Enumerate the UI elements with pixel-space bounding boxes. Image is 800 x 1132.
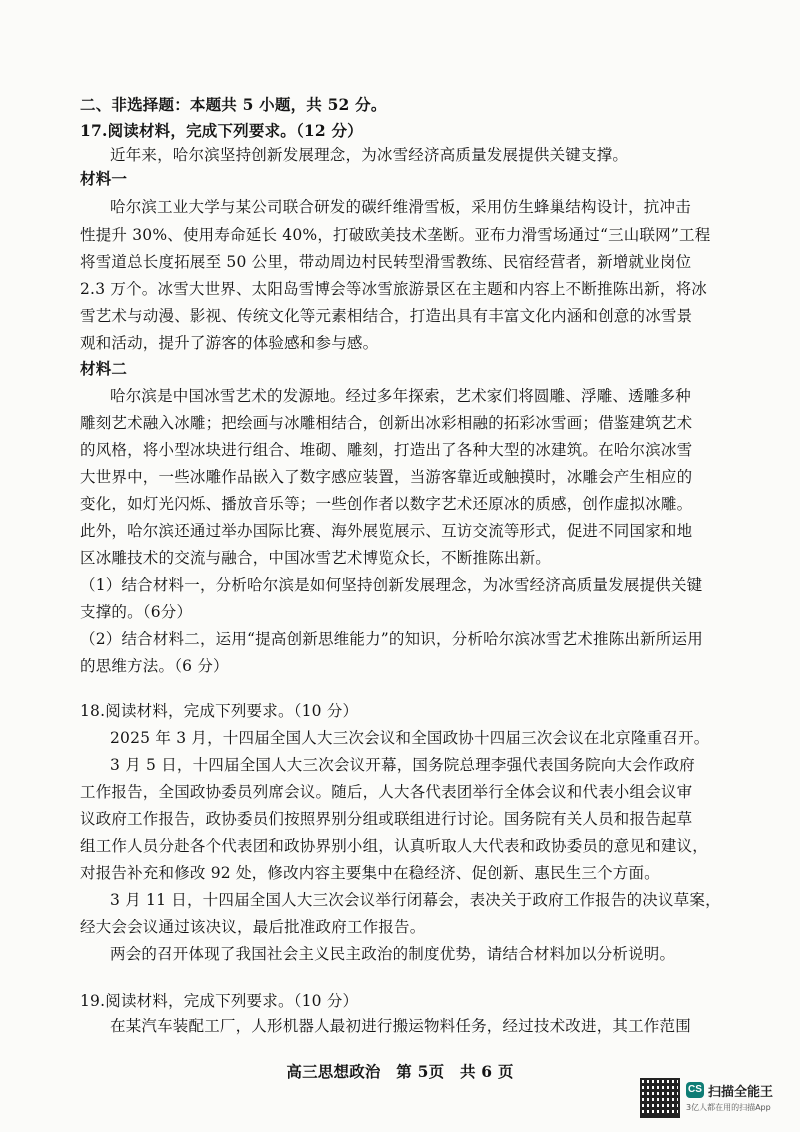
q18-title: 18.阅读材料，完成下列要求。（10 分） <box>80 702 359 720</box>
q17-m1-line: 性提升 30%、使用寿命延长 40%，打破欧美技术垄断。亚布力滑雪场通过“三山联网”工程 <box>80 226 711 244</box>
q18-p3-line: 经大会会议通过该决议，最后批准政府工作报告。 <box>80 918 426 936</box>
scanner-watermark <box>640 1078 790 1122</box>
q17-m2-line: 哈尔滨是中国冰雪艺术的发源地。经过多年探索，艺术家们将圆雕、浮雕、透雕多种 <box>110 387 691 405</box>
watermark-tagline: 3亿人都在用的扫描App <box>686 1103 771 1112</box>
qr-code-icon <box>640 1078 680 1118</box>
q17-m1-line: 2.3 万个。冰雪大世界、太阳岛雪博会等冰雪旅游景区在主题和内容上不断推陈出新，将冰 <box>80 280 707 298</box>
q17-m2-line: 此外，哈尔滨还通过举办国际比赛、海外展览展示、互访交流等形式，促进不同国家和地 <box>80 522 693 540</box>
q17-sub1: 支撑的。（6分） <box>80 603 193 621</box>
section-heading: 二、非选择题：本题共 5 小题，共 52 分。 <box>80 95 387 114</box>
q17-m2-line: 变化，如灯光闪烁、播放音乐等；一些创作者以数字艺术还原冰的质感，创作虚拟冰雕。 <box>80 495 693 513</box>
q17-m1-line: 观和活动，提升了游客的体验感和参与感。 <box>80 334 379 352</box>
watermark-app-name: 扫描全能王 <box>708 1085 774 1100</box>
q17-m2-line: 大世界中，一些冰雕作品嵌入了数字感应装置，当游客靠近或触摸时，冰雕会产生相应的 <box>80 468 693 486</box>
page-footer: 高三思想政治 第 5页 共 6 页 <box>286 1062 514 1081</box>
q18-p2-line: 对报告补充和修改 92 处，修改内容主要集中在稳经济、促创新、惠民生三个方面。 <box>80 864 660 882</box>
q18-p2-line: 工作报告，全国政协委员列席会议。随后，人大各代表团举行全体会议和代表小组会议审 <box>80 783 693 801</box>
q18-p4: 两会的召开体现了我国社会主义民主政治的制度优势，请结合材料加以分析说明。 <box>110 945 676 963</box>
q17-m2-line: 的风格，将小型冰块进行组合、堆砌、雕刻，打造出了各种大型的冰建筑。在哈尔滨冰雪 <box>80 441 693 459</box>
camscanner-logo: CS <box>686 1082 704 1098</box>
q19-p1: 在某汽车装配工厂，人形机器人最初进行搬运物料任务，经过技术改进，其工作范围 <box>110 1017 691 1035</box>
q19-title: 19.阅读材料，完成下列要求。（10 分） <box>80 992 359 1010</box>
q18-p2-line: 议政府工作报告，政协委员们按照界别分组或联组进行讨论。国务院有关人员和报告起草 <box>80 810 693 828</box>
q17-m2-line: 区冰雕技术的交流与融合，中国冰雪艺术博览众长，不断推陈出新。 <box>80 549 552 567</box>
q18-p1: 2025 年 3 月，十四届全国人大三次会议和全国政协十四届三次会议在北京隆重召开。 <box>110 729 710 747</box>
q17-sub2: 的思维方法。（6 分） <box>80 657 229 675</box>
q17-intro: 近年来，哈尔滨坚持创新发展理念，为冰雪经济高质量发展提供关键支撑。 <box>110 146 629 164</box>
q18-p3-line: 3 月 11 日，十四届全国人大三次会议举行闭幕会，表决关于政府工作报告的决议草案， <box>110 891 721 909</box>
q17-m1-line: 哈尔滨工业大学与某公司联合研发的碳纤维滑雪板，采用仿生蜂巢结构设计，抗冲击 <box>110 198 691 216</box>
q18-p2-line: 组工作人员分赴各个代表团和政协界别小组，认真听取人大代表和政协委员的意见和建议， <box>80 837 709 855</box>
q17-sub2: （2）结合材料二，运用“提高创新思维能力”的知识，分析哈尔滨冰雪艺术推陈出新所运用 <box>80 630 703 648</box>
q17-m2-line: 雕刻艺术融入冰雕；把绘画与冰雕相结合，创新出冰彩相融的拓彩冰雪画；借鉴建筑艺术 <box>80 414 693 432</box>
q17-material1-label: 材料一 <box>80 169 128 188</box>
q17-title: 17.阅读材料，完成下列要求。（12 分） <box>80 121 363 140</box>
q18-p2-line: 3 月 5 日，十四届全国人大三次会议开幕，国务院总理李强代表国务院向大会作政府 <box>110 756 696 774</box>
q17-m1-line: 将雪道总长度拓展至 50 公里，带动周边村民转型滑雪教练、民宿经营者，新增就业岗位 <box>80 253 692 271</box>
q17-m1-line: 雪艺术与动漫、影视、传统文化等元素相结合，打造出具有丰富文化内涵和创意的冰雪景 <box>80 307 693 325</box>
q17-material2-label: 材料二 <box>80 359 128 378</box>
q17-sub1: （1）结合材料一，分析哈尔滨是如何坚持创新发展理念，为冰雪经济高质量发展提供关键 <box>80 576 703 594</box>
